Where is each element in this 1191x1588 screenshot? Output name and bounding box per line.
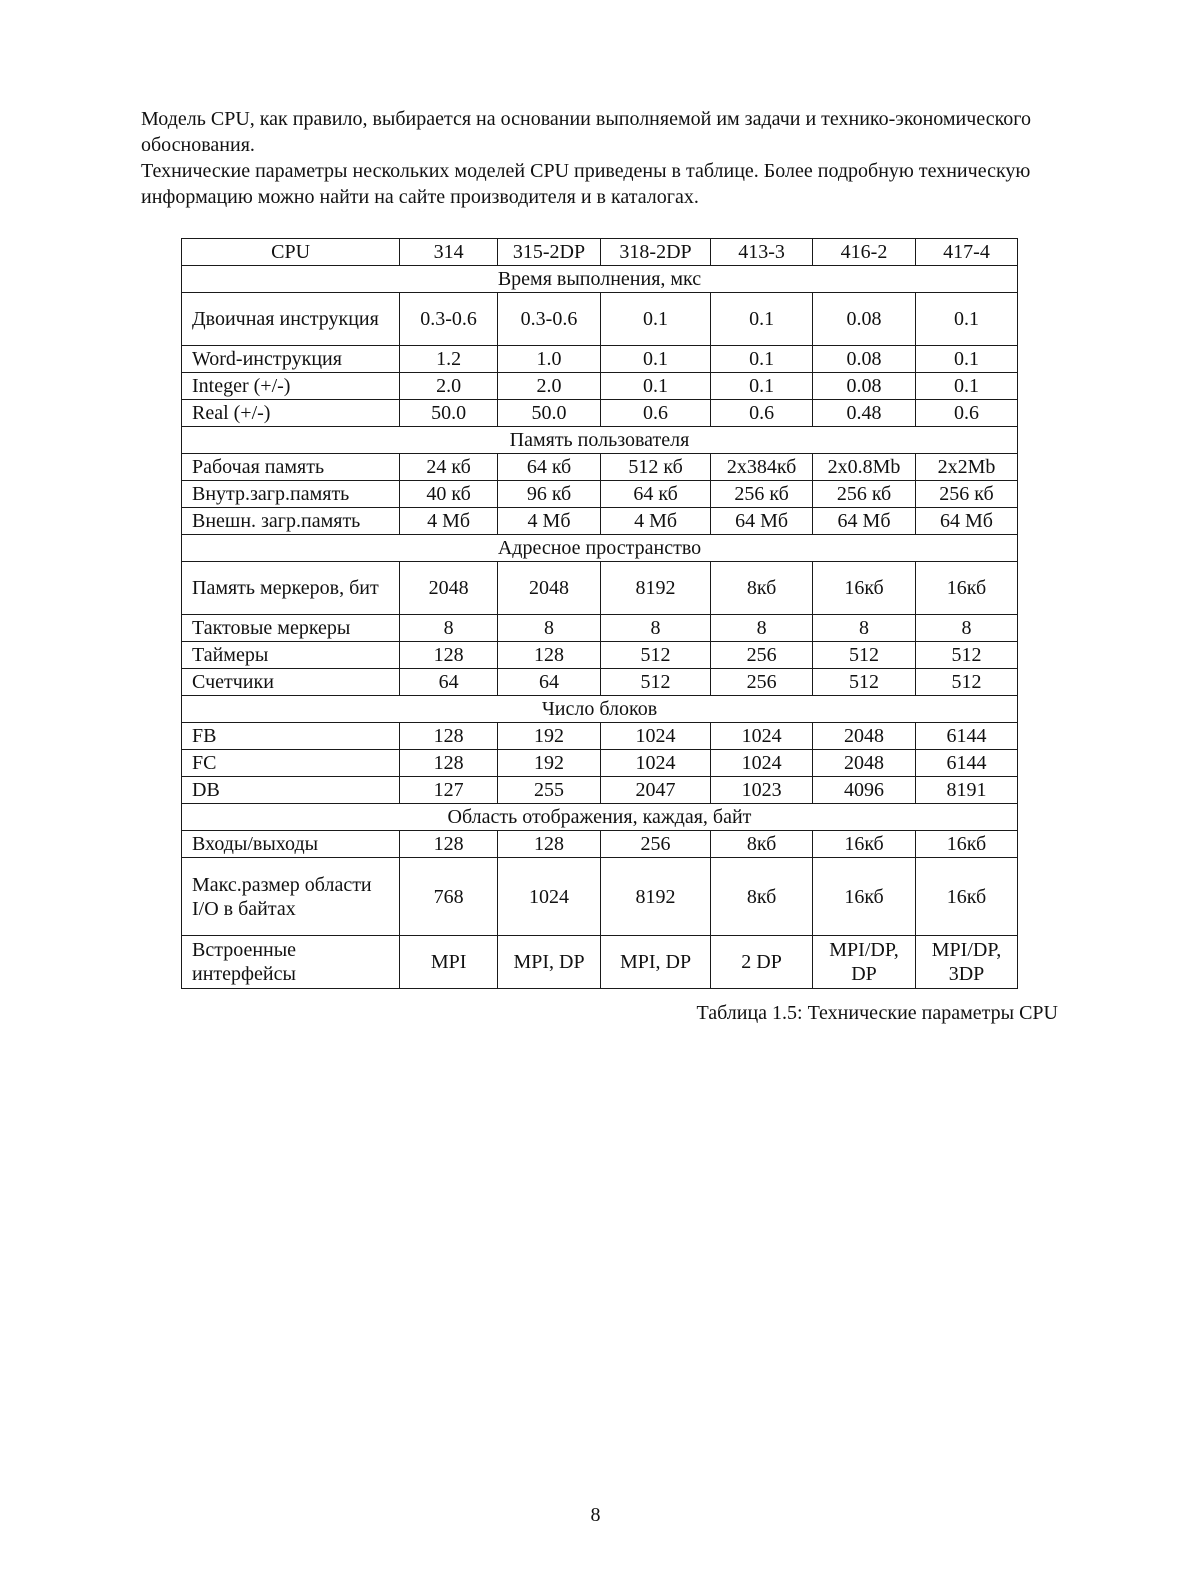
cell: 1024 [601,750,711,777]
cell: 16кб [813,562,916,615]
cell: 512 [813,642,916,669]
header-cell: 416-2 [813,239,916,266]
cell: 0.1 [711,293,813,346]
table-row [182,454,1018,481]
cell: MPI [400,936,498,989]
cell: 256 [601,831,711,858]
section-title: Память пользователя [182,427,1018,454]
cell: 0.6 [916,400,1018,427]
row-label: Внешн. загр.память [182,508,400,535]
cell: 4096 [813,777,916,804]
cell: 2048 [498,562,601,615]
table-row [182,346,1018,373]
cell: 1023 [711,777,813,804]
cell: 16кб [916,858,1018,936]
cell: 1024 [601,723,711,750]
table-row [182,562,1018,615]
cell: 0.08 [813,373,916,400]
cell: 512 [601,669,711,696]
cell: 512 [813,669,916,696]
table-row [182,642,1018,669]
table-row [182,777,1018,804]
cell: 4 Мб [498,508,601,535]
cell: 2048 [400,562,498,615]
cell: 256 кб [711,481,813,508]
cell: 0.1 [916,346,1018,373]
cell: 0.1 [711,373,813,400]
cell: 8191 [916,777,1018,804]
table-row [182,508,1018,535]
row-label: Счетчики [182,669,400,696]
header-cell: CPU [182,239,400,266]
cell: 0.6 [711,400,813,427]
cell: 8192 [601,858,711,936]
cell: 2.0 [400,373,498,400]
page-number: 8 [590,1504,601,1526]
cell: 8 [400,615,498,642]
cell: 512 [916,669,1018,696]
cell: 0.1 [916,293,1018,346]
section-title-row [182,266,1018,293]
section-title: Адресное пространство [182,535,1018,562]
section-title-row [182,804,1018,831]
cell: 8 [711,615,813,642]
table-row [182,936,1018,989]
section-title-row [182,535,1018,562]
cell: 8кб [711,831,813,858]
cell: 2x2Mb [916,454,1018,481]
cell: 255 [498,777,601,804]
cell: 8кб [711,858,813,936]
cell: 2x0.8Mb [813,454,916,481]
cell: 8 [601,615,711,642]
cell: 6144 [916,750,1018,777]
cell: 2048 [813,723,916,750]
table-row [182,615,1018,642]
header-cell: 315-2DP [498,239,601,266]
cell: 40 кб [400,481,498,508]
cell: 16кб [916,562,1018,615]
row-label: Макс.размер области I/O в байтах [182,858,400,936]
header-cell: 413-3 [711,239,813,266]
cell: 1024 [711,723,813,750]
cell: 0.08 [813,293,916,346]
row-label: Рабочая память [182,454,400,481]
cell: 50.0 [498,400,601,427]
cell: 16кб [813,858,916,936]
row-label: DB [182,777,400,804]
cell: 768 [400,858,498,936]
table-row [182,750,1018,777]
cell: 4 Мб [400,508,498,535]
intro-paragraph-1: Модель CPU, как правило, выбирается на основании выполняемой им задачи и технико-экономического обоснования. [141,108,1031,156]
cell: 8192 [601,562,711,615]
header-cell: 314 [400,239,498,266]
cell: 0.1 [711,346,813,373]
cell: 6144 [916,723,1018,750]
cell: 192 [498,723,601,750]
row-label: Двоичная инструкция [182,293,400,346]
cell: 64 кб [601,481,711,508]
cell: 512 [916,642,1018,669]
section-title: Время выполнения, мкс [182,266,1018,293]
cell: 96 кб [498,481,601,508]
cell: 0.1 [916,373,1018,400]
section-title-row [182,696,1018,723]
cell: 2047 [601,777,711,804]
cell: 16кб [916,831,1018,858]
cell: 0.48 [813,400,916,427]
cell: 192 [498,750,601,777]
cell: 64 [400,669,498,696]
row-label: Встроенные интерфейсы [182,936,400,989]
cell: 256 кб [813,481,916,508]
table-row [182,400,1018,427]
table-row [182,481,1018,508]
cell: 16кб [813,831,916,858]
table-row [182,858,1018,936]
cell: 0.08 [813,346,916,373]
cell: 4 Мб [601,508,711,535]
cell: 24 кб [400,454,498,481]
row-label: Тактовые меркеры [182,615,400,642]
cell: 127 [400,777,498,804]
cell: 128 [400,723,498,750]
section-title: Область отображения, каждая, байт [182,804,1018,831]
cell: 8 [916,615,1018,642]
section-title-row [182,427,1018,454]
cell: MPI, DP [601,936,711,989]
header-cell: 318-2DP [601,239,711,266]
row-label: FB [182,723,400,750]
cell: 8 [813,615,916,642]
table-row [182,373,1018,400]
cell: 2.0 [498,373,601,400]
cell: 64 Мб [813,508,916,535]
cell: 128 [400,642,498,669]
cell: 0.1 [601,293,711,346]
row-label: Входы/выходы [182,831,400,858]
cell: 0.3-0.6 [498,293,601,346]
cell: 0.3-0.6 [400,293,498,346]
cell: 256 [711,642,813,669]
cell: 0.6 [601,400,711,427]
cell: 1024 [711,750,813,777]
row-label: FC [182,750,400,777]
header-cell: 417-4 [916,239,1018,266]
cell: 256 кб [916,481,1018,508]
cell: MPI/DP, 3DP [916,936,1018,989]
row-label: Integer (+/-) [182,373,400,400]
row-label: Внутр.загр.память [182,481,400,508]
cell: 2x384кб [711,454,813,481]
cpu-spec-table [181,238,1018,989]
table-row [182,293,1018,346]
cell: 512 [601,642,711,669]
cell: 128 [498,642,601,669]
row-label: Таймеры [182,642,400,669]
table-row [182,831,1018,858]
cell: 128 [400,750,498,777]
cell: 128 [498,831,601,858]
cell: 256 [711,669,813,696]
intro-paragraph-2: Технические параметры нескольких моделей CPU приведены в таблице. Более подробную техническую информацию можно найти на сайте производителя и в каталогах. [141,160,1031,208]
cell: 2048 [813,750,916,777]
cell: 64 Мб [711,508,813,535]
cell: MPI, DP [498,936,601,989]
cell: 8кб [711,562,813,615]
table-row [182,723,1018,750]
cell: 50.0 [400,400,498,427]
row-label: Real (+/-) [182,400,400,427]
row-label: Word-инструкция [182,346,400,373]
cell: 1024 [498,858,601,936]
cell: 64 Мб [916,508,1018,535]
cell: 0.1 [601,346,711,373]
cell: 2 DP [711,936,813,989]
cell: 128 [400,831,498,858]
section-title: Число блоков [182,696,1018,723]
cell: 1.2 [400,346,498,373]
cell: 1.0 [498,346,601,373]
table-row [182,669,1018,696]
row-label: Память меркеров, бит [182,562,400,615]
table-header-row [182,239,1018,266]
table-caption: Таблица 1.5: Технические параметры CPU [696,1002,1058,1024]
cell: MPI/DP, DP [813,936,916,989]
cell: 64 [498,669,601,696]
cell: 64 кб [498,454,601,481]
cell: 8 [498,615,601,642]
cell: 512 кб [601,454,711,481]
cell: 0.1 [601,373,711,400]
